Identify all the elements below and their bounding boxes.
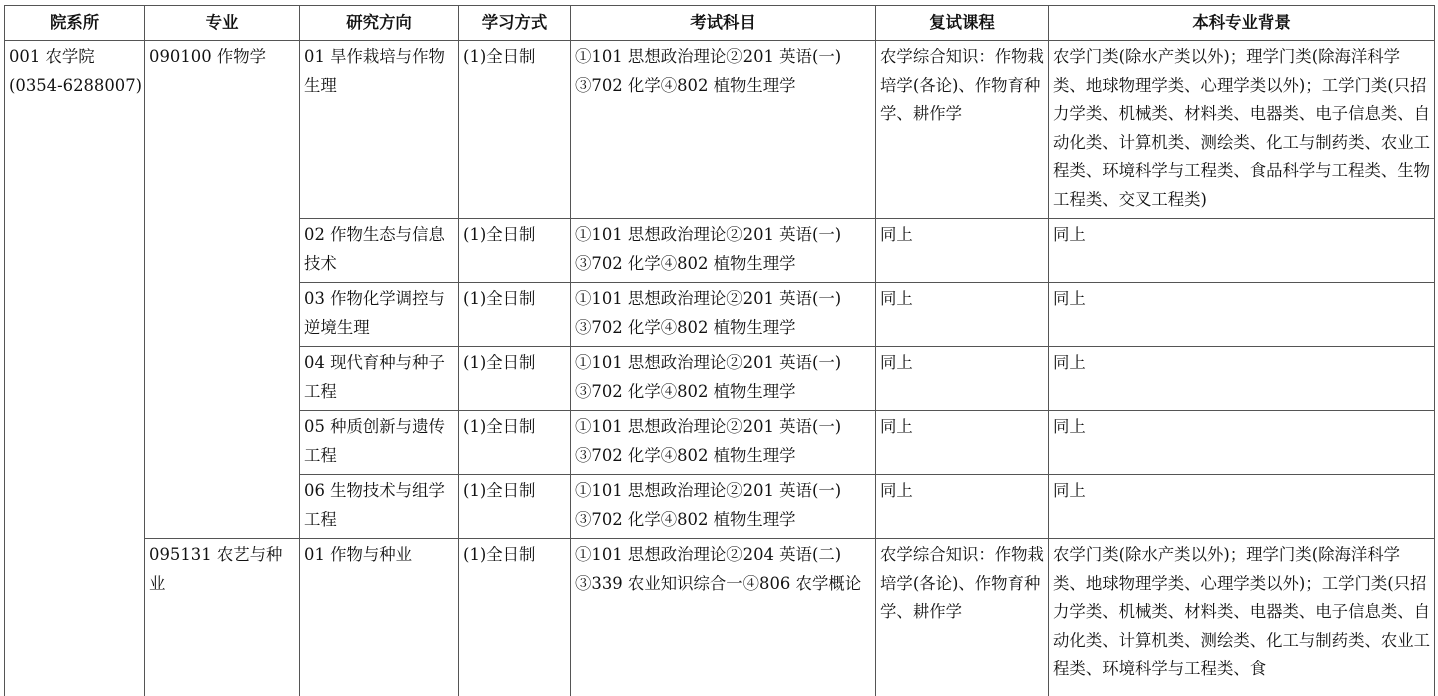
exam-subjects-cell (571, 283, 876, 347)
header-study-mode: 学习方式 (459, 6, 571, 41)
direction-cell: 05 种质创新与遗传工程 (300, 411, 459, 475)
table-row (5, 41, 1435, 219)
department-phone: (0354-6288007) (9, 75, 143, 95)
header-undergrad-background: 本科专业背景 (1049, 6, 1435, 41)
exam-subjects-cell (571, 219, 876, 283)
exam-line: ③702 化学④802 植物生理学 (575, 253, 796, 273)
background-cell: 农学门类(除水产类以外)；理学门类(除海洋科学类、地球物理学类、心理学类以外)；工学门类(只招力学类、机械类、材料类、电器类、电子信息类、自动化类、计算机类、测绘类、化工与制药类、农业工程类、环境科学与工程类、食品科学与工程类、生物工程类、交叉工程类) (1049, 41, 1435, 219)
exam-subjects-cell (571, 41, 876, 219)
background-cell: 同上 (1049, 219, 1435, 283)
header-exam-subjects: 考试科目 (571, 6, 876, 41)
retest-cell: 农学综合知识：作物栽培学(各论)、作物育种学、耕作学 (876, 539, 1049, 696)
exam-line: ③339 农业知识综合一④806 农学概论 (575, 573, 862, 593)
background-cell: 同上 (1049, 347, 1435, 411)
table-row (5, 539, 1435, 696)
exam-line: ①101 思想政治理论②201 英语(一) (575, 225, 842, 244)
retest-cell: 同上 (876, 411, 1049, 475)
exam-line: ①101 思想政治理论②201 英语(一) (575, 353, 842, 372)
admissions-table (4, 5, 1435, 696)
exam-line: ③702 化学④802 植物生理学 (575, 445, 796, 465)
background-cell: 同上 (1049, 283, 1435, 347)
exam-line: ①101 思想政治理论②201 英语(一) (575, 417, 842, 436)
exam-line: ①101 思想政治理论②201 英语(一) (575, 289, 842, 308)
direction-cell: 04 现代育种与种子工程 (300, 347, 459, 411)
exam-line: ③702 化学④802 植物生理学 (575, 317, 796, 337)
exam-line: ①101 思想政治理论②201 英语(一) (575, 47, 842, 66)
retest-cell: 同上 (876, 347, 1049, 411)
direction-cell: 01 旱作栽培与作物生理 (300, 41, 459, 219)
header-direction: 研究方向 (300, 6, 459, 41)
study-mode-cell: (1)全日制 (459, 411, 571, 475)
department-name: 001 农学院 (9, 47, 95, 66)
study-mode-cell: (1)全日制 (459, 475, 571, 539)
major-cell: 090100 作物学 (145, 41, 300, 539)
study-mode-cell: (1)全日制 (459, 41, 571, 219)
retest-cell: 同上 (876, 283, 1049, 347)
header-retest-courses: 复试课程 (876, 6, 1049, 41)
department-cell (5, 41, 145, 696)
study-mode-cell: (1)全日制 (459, 283, 571, 347)
exam-line: ③702 化学④802 植物生理学 (575, 75, 796, 95)
retest-cell: 同上 (876, 475, 1049, 539)
exam-subjects-cell (571, 411, 876, 475)
retest-cell: 同上 (876, 219, 1049, 283)
background-cell: 同上 (1049, 475, 1435, 539)
exam-line: ③702 化学④802 植物生理学 (575, 509, 796, 529)
study-mode-cell: (1)全日制 (459, 219, 571, 283)
exam-line: ①101 思想政治理论②201 英语(一) (575, 481, 842, 500)
background-cell: 农学门类(除水产类以外)；理学门类(除海洋科学类、地球物理学类、心理学类以外)；工学门类(只招力学类、机械类、材料类、电器类、电子信息类、自动化类、计算机类、测绘类、化工与制药类、农业工程类、环境科学与工程类、食 (1049, 539, 1435, 696)
exam-line: ③702 化学④802 植物生理学 (575, 381, 796, 401)
retest-cell: 农学综合知识：作物栽培学(各论)、作物育种学、耕作学 (876, 41, 1049, 219)
major-cell: 095131 农艺与种业 (145, 539, 300, 696)
study-mode-cell: (1)全日制 (459, 539, 571, 696)
exam-subjects-cell (571, 347, 876, 411)
exam-subjects-cell (571, 475, 876, 539)
header-department: 院系所 (5, 6, 145, 41)
direction-cell: 03 作物化学调控与逆境生理 (300, 283, 459, 347)
direction-cell: 02 作物生态与信息技术 (300, 219, 459, 283)
exam-subjects-cell (571, 539, 876, 696)
header-row (5, 6, 1435, 41)
direction-cell: 01 作物与种业 (300, 539, 459, 696)
direction-cell: 06 生物技术与组学工程 (300, 475, 459, 539)
study-mode-cell: (1)全日制 (459, 347, 571, 411)
header-major: 专业 (145, 6, 300, 41)
background-cell: 同上 (1049, 411, 1435, 475)
exam-line: ①101 思想政治理论②204 英语(二) (575, 545, 842, 564)
